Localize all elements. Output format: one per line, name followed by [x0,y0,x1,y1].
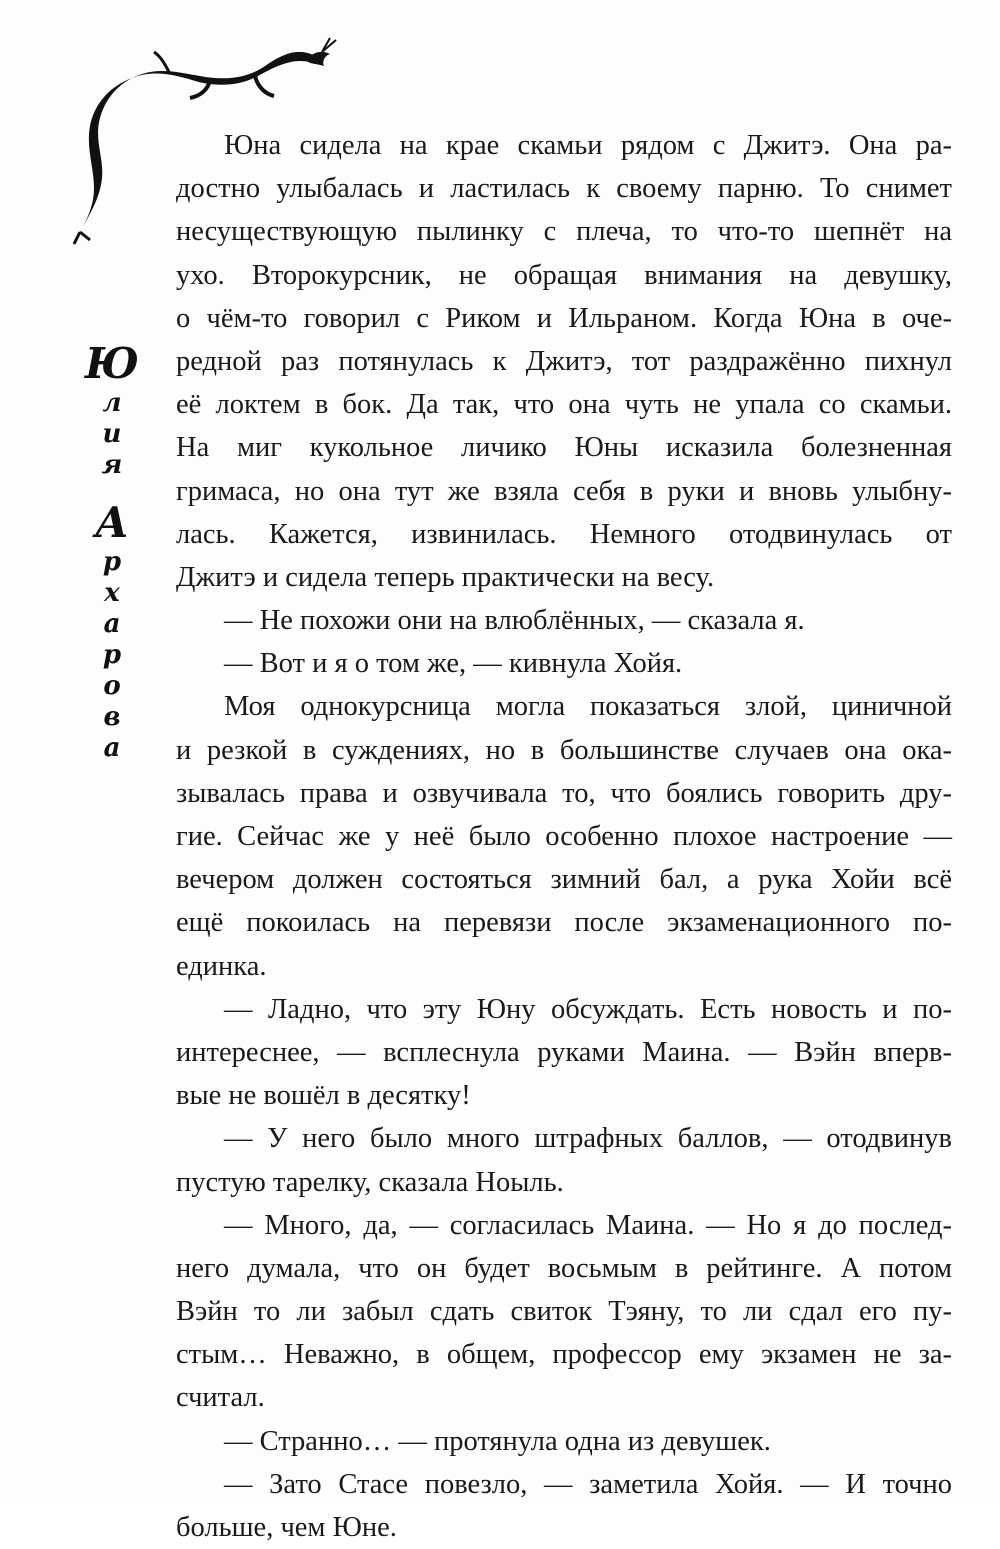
text-line: — Странно… — протянула одна из девушек. [224,1425,771,1457]
author-letter: л [102,388,122,418]
text-line: пустую тарелку, сказала Ноыль. [176,1166,564,1198]
text-line: единка. [176,950,267,982]
text-line: редной раз потянулась к Джитэ, тот раздражённо пихнул [176,345,952,377]
text-line: несуществующую пылинку с плеча, то что-то шепнёт на [176,216,952,248]
text-line: гие. Сейчас же у неё было особенно плохое настроение — [176,821,952,852]
text-line: Вэйн то ли забыл сдать свиток Тэяну, то ли сдал его пу- [176,1296,952,1328]
text-line: вые не вошёл в десятку! [176,1080,471,1112]
text-line: Юна сидела на крае скамьи рядом с Джитэ. Она ра- [224,130,952,161]
author-name-vertical [84,340,140,764]
author-letter: р [102,640,122,670]
text-line: него думала, что он будет восьмым в рейтинге. А потом [176,1252,952,1284]
text-line: интереснее, — всплеснула руками Маина. — Вэйн вперв- [176,1036,952,1068]
text-line: — У него было много штрафных баллов, — отодвинув [224,1123,952,1155]
text-line: Моя однокурсница могла показаться злой, циничной [224,691,952,723]
text-line: о чём-то говорил с Риком и Ильраном. Когда Юна в оче- [176,302,952,334]
author-letter: а [103,609,121,639]
text-line: и резкой в суждениях, но в большинстве случаев она ока- [176,734,952,766]
text-line: Джитэ и сидела теперь практически на весу. [176,561,715,593]
author-letter: и [102,419,122,449]
text-line: зывалась права и озвучивала то, что боялись говорить дру- [176,777,952,809]
text-line: вечером должен состояться зимний бал, а рука Хойи всё [176,864,952,896]
text-line: её локтем в бок. Да так, что она чуть не упала со скамьи. [176,389,952,421]
text-line: На миг кукольное личико Юны исказила болезненная [176,432,952,464]
author-letter: я [101,450,123,480]
text-line: — Зато Стасе повезло, — заметила Хойя. — И точно [224,1468,952,1500]
text-line: больше, чем Юне. [176,1512,397,1543]
text-line: лась. Кажется, извинилась. Немного отодвинулась от [176,518,952,550]
author-letter: р [102,547,122,577]
author-letter: в [103,702,121,732]
body-text [176,124,952,1549]
text-line: — Не похожи они на влюблённых, — сказала я. [224,605,805,637]
text-line: стым… Неважно, в общем, профессор ему экзамен не за- [176,1339,952,1371]
text-line: достно улыбалась и ластилась к своему парню. То снимет [176,173,952,205]
text-line: ухо. Второкурсник, не обращая внимания на девушку, [176,259,952,291]
text-line: ещё покоилась на перевязи после экзаменационного по- [176,907,952,939]
author-letter: о [103,671,121,701]
text-line: — Ладно, что эту Юну обсуждать. Есть новость и по- [224,993,952,1025]
text-line: гримаса, но она тут же взяла себя в руки и вновь улыбну- [176,475,952,507]
author-letter: х [104,578,120,608]
text-line: считал. [176,1382,265,1414]
author-letter: А [94,498,130,547]
author-letter: Ю [84,339,140,388]
text-line: — Много, да, — согласилась Маина. — Но я до послед- [224,1209,952,1241]
author-letter: а [103,733,121,763]
text-line: — Вот и я о том же, — кивнула Хойя. [224,648,683,680]
